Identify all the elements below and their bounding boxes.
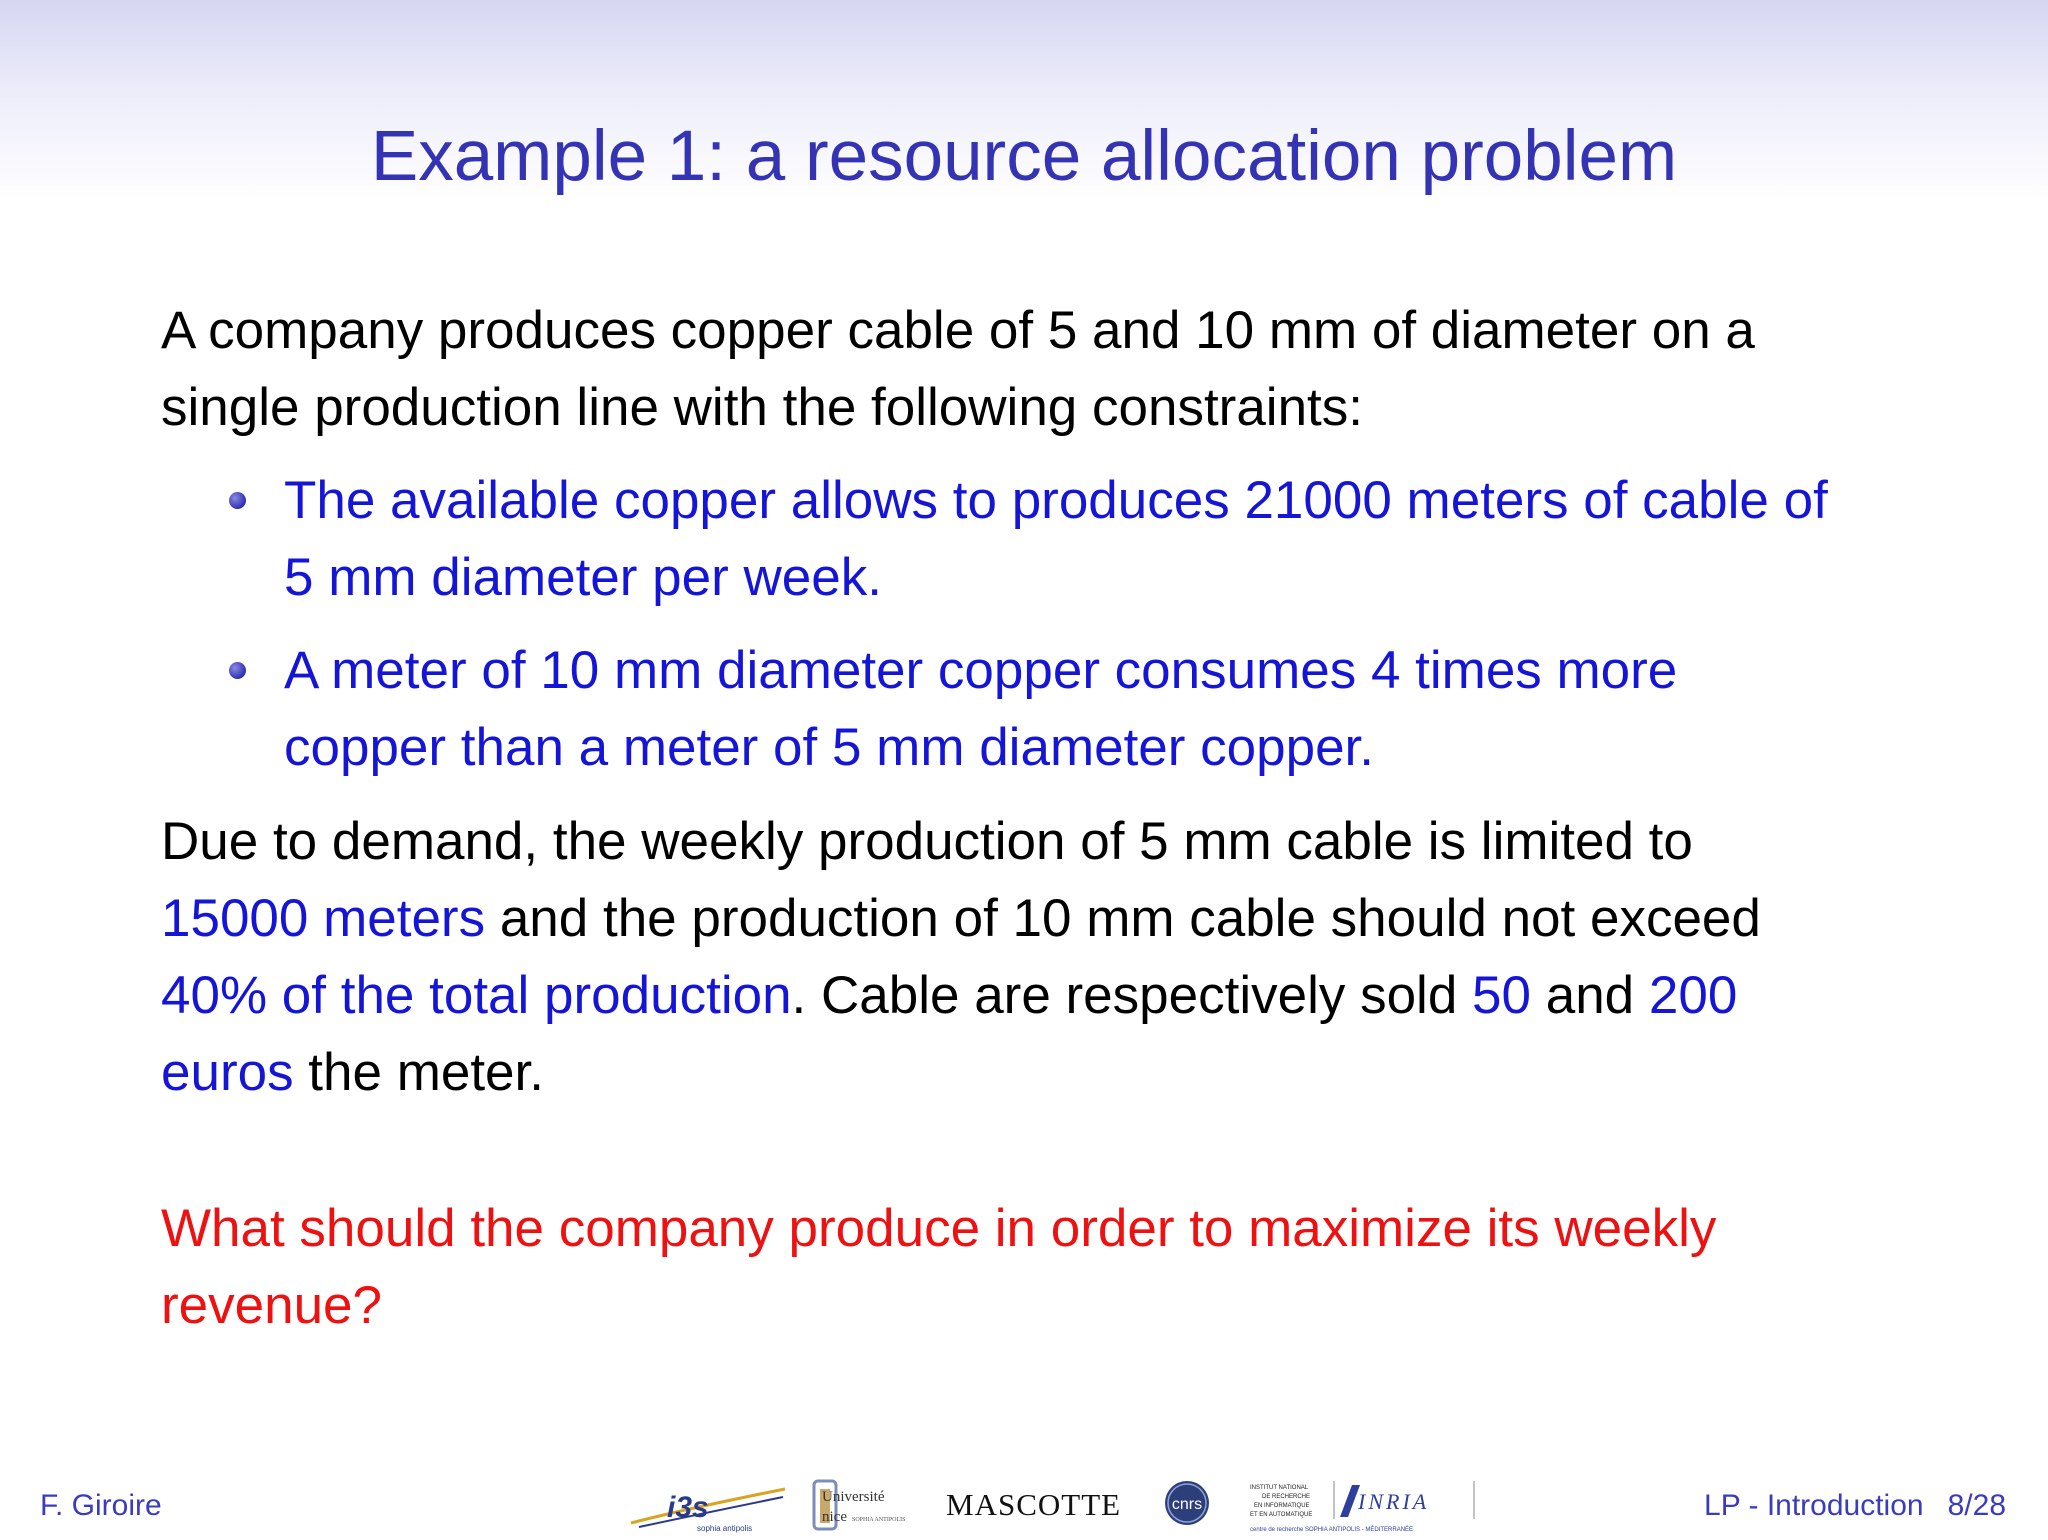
demand-line-3 <box>161 957 1921 1034</box>
svg-text:EN INFORMATIQUE: EN INFORMATIQUE <box>1254 1503 1310 1509</box>
demand-line-4 <box>161 1034 1921 1111</box>
bullet-icon <box>229 662 246 679</box>
bullet-icon <box>229 492 246 509</box>
bullet-line: copper than a meter of 5 mm diameter copper. <box>284 718 1374 777</box>
demand-text: and <box>1531 966 1649 1025</box>
slide-footer <box>0 1475 2048 1536</box>
mascotte-logo: MASCOTTE <box>946 1487 1122 1522</box>
highlight-price-50: 50 <box>1472 966 1531 1025</box>
demand-text: the meter. <box>293 1043 544 1102</box>
svg-text:DE RECHERCHE: DE RECHERCHE <box>1262 1494 1311 1500</box>
intro-line-1: A company produces copper cable of 5 and 10 mm of diameter on a <box>161 301 1755 360</box>
bullet-line: 5 mm diameter per week. <box>284 548 882 607</box>
svg-text:cnrs: cnrs <box>1171 1496 1203 1513</box>
constraint-bullet-copper <box>284 462 1904 616</box>
universite-nice-logo <box>812 1477 932 1538</box>
demand-paragraph <box>161 803 1921 1111</box>
svg-text:Université: Université <box>822 1489 885 1505</box>
bullet-line: A meter of 10 mm diameter copper consumes 4 times more <box>284 641 1678 700</box>
i3s-logo <box>625 1479 790 1540</box>
svg-text:sophia antipolis: sophia antipolis <box>697 1524 753 1533</box>
inria-logo <box>1248 1477 1488 1540</box>
intro-paragraph <box>161 292 1921 446</box>
highlight-price-200: 200 <box>1648 966 1738 1025</box>
footer-page-number: 8/28 <box>1947 1489 2006 1522</box>
bullet-line: The available copper allows to produces 21000 meters of cable of <box>284 471 1828 530</box>
intro-line-2: single production line with the following constraints: <box>161 378 1363 437</box>
svg-text:nice: nice <box>822 1509 847 1525</box>
svg-text:SOPHIA ANTIPOLIS: SOPHIA ANTIPOLIS <box>852 1517 906 1523</box>
footer-page-info <box>1680 1489 2006 1523</box>
demand-line-1: Due to demand, the weekly production of 5 mm cable is limited to <box>161 812 1693 871</box>
svg-text:centre de recherche SOPHIA ANT: centre de recherche SOPHIA ANTIPOLIS - MÉDITERRANÉE <box>1250 1527 1414 1533</box>
svg-text:i3s: i3s <box>667 1491 709 1524</box>
highlight-euros: euros <box>161 1043 294 1102</box>
footer-author: F. Giroire <box>40 1489 162 1522</box>
constraint-bullet-consumption <box>284 632 1904 786</box>
highlight-15000-meters: 15000 meters <box>161 889 486 948</box>
demand-line-2 <box>161 880 1921 957</box>
slide-title: Example 1: a resource allocation problem <box>370 117 1678 196</box>
demand-text: and the production of 10 mm cable should not exceed <box>485 889 1761 948</box>
cnrs-logo <box>1162 1478 1212 1533</box>
svg-text:INRIA: INRIA <box>1358 1489 1430 1514</box>
demand-text: . Cable are respectively sold <box>791 966 1473 1025</box>
question-line-2: revenue? <box>161 1276 383 1335</box>
question-line-1: What should the company produce in order to maximize its weekly <box>161 1199 1717 1258</box>
highlight-40-percent: 40% of the total production <box>161 966 792 1025</box>
question-text <box>161 1190 1921 1344</box>
svg-text:ET EN AUTOMATIQUE: ET EN AUTOMATIQUE <box>1250 1512 1313 1518</box>
svg-text:INSTITUT NATIONAL: INSTITUT NATIONAL <box>1250 1485 1309 1491</box>
footer-section: LP - Introduction <box>1704 1489 1924 1522</box>
